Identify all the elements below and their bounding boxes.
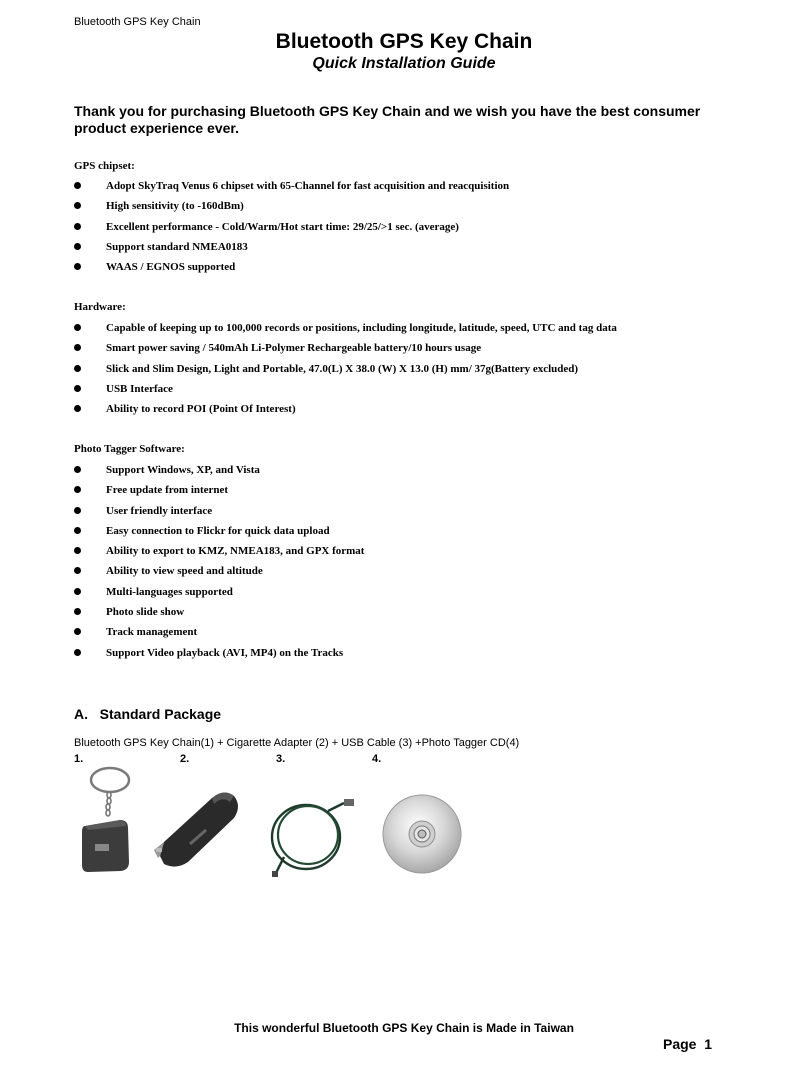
cigarette-adapter-icon bbox=[150, 784, 250, 874]
keychain-gps-icon bbox=[76, 764, 136, 874]
cd-icon bbox=[381, 793, 463, 875]
bullet-icon bbox=[74, 243, 81, 250]
section-heading-gps-chipset: GPS chipset: bbox=[74, 160, 135, 172]
bullet-icon bbox=[74, 527, 81, 534]
page-subtitle: Quick Installation Guide bbox=[312, 55, 496, 72]
list-item: Support Windows, XP, and Vista bbox=[74, 463, 364, 483]
usb-cable-icon bbox=[266, 795, 358, 879]
list-item: Adopt SkyTraq Venus 6 chipset with 65-Channel for fast acquisition and reacquisition bbox=[74, 179, 509, 199]
bullet-icon bbox=[74, 202, 81, 209]
item-number-3: 3. bbox=[276, 753, 286, 765]
list-item: Smart power saving / 540mAh Li-Polymer Rechargeable battery/10 hours usage bbox=[74, 341, 617, 361]
list-item: Support Video playback (AVI, MP4) on the Tracks bbox=[74, 646, 364, 666]
list-item: High sensitivity (to -160dBm) bbox=[74, 199, 509, 219]
bullet-icon bbox=[74, 567, 81, 574]
gps-chipset-list bbox=[74, 179, 509, 280]
item-number-2: 2. bbox=[180, 753, 190, 765]
list-item: Ability to record POI (Point Of Interest) bbox=[74, 402, 617, 422]
bullet-icon bbox=[74, 628, 81, 635]
list-item: Support standard NMEA0183 bbox=[74, 240, 509, 260]
list-item: Excellent performance - Cold/Warm/Hot start time: 29/25/>1 sec. (average) bbox=[74, 220, 509, 240]
page-title: Bluetooth GPS Key Chain bbox=[275, 30, 533, 53]
bullet-icon bbox=[74, 263, 81, 270]
bullet-icon bbox=[74, 365, 81, 372]
bullet-icon bbox=[74, 324, 81, 331]
bullet-icon bbox=[74, 466, 81, 473]
bullet-icon bbox=[74, 405, 81, 412]
list-item: Capable of keeping up to 100,000 records or positions, including longitude, latitude, speed, UTC and tag data bbox=[74, 321, 617, 341]
bullet-icon bbox=[74, 588, 81, 595]
bullet-icon bbox=[74, 507, 81, 514]
page-number: Page 1 bbox=[663, 1036, 713, 1052]
list-item: USB Interface bbox=[74, 382, 617, 402]
hardware-list bbox=[74, 321, 617, 422]
item-number-4: 4. bbox=[372, 753, 382, 765]
bullet-icon bbox=[74, 385, 81, 392]
standard-package-heading: A. Standard Package bbox=[74, 706, 222, 722]
list-item: Photo slide show bbox=[74, 605, 364, 625]
bullet-icon bbox=[74, 486, 81, 493]
list-item: Ability to view speed and altitude bbox=[74, 564, 364, 584]
section-heading-hardware: Hardware: bbox=[74, 301, 126, 313]
list-item: Easy connection to Flickr for quick data upload bbox=[74, 524, 364, 544]
list-item: Multi-languages supported bbox=[74, 585, 364, 605]
section-heading-photo-tagger: Photo Tagger Software: bbox=[74, 443, 185, 455]
bullet-icon bbox=[74, 223, 81, 230]
intro-text: Thank you for purchasing Bluetooth GPS Key Chain and we wish you have the best consumer product experience ever. bbox=[74, 103, 701, 136]
package-contents-line: Bluetooth GPS Key Chain(1) + Cigarette Adapter (2) + USB Cable (3) +Photo Tagger CD(4) bbox=[74, 737, 520, 749]
photo-tagger-list bbox=[74, 463, 364, 666]
bullet-icon bbox=[74, 344, 81, 351]
list-item: User friendly interface bbox=[74, 504, 364, 524]
bullet-icon bbox=[74, 608, 81, 615]
list-item: WAAS / EGNOS supported bbox=[74, 260, 509, 280]
running-header: Bluetooth GPS Key Chain bbox=[74, 16, 201, 28]
item-number-1: 1. bbox=[74, 753, 84, 765]
bullet-icon bbox=[74, 182, 81, 189]
bullet-icon bbox=[74, 649, 81, 656]
footer-text: This wonderful Bluetooth GPS Key Chain is Made in Taiwan bbox=[234, 1021, 574, 1035]
list-item: Free update from internet bbox=[74, 483, 364, 503]
list-item: Ability to export to KMZ, NMEA183, and GPX format bbox=[74, 544, 364, 564]
list-item: Track management bbox=[74, 625, 364, 645]
list-item: Slick and Slim Design, Light and Portable, 47.0(L) X 38.0 (W) X 13.0 (H) mm/ 37g(Battery excluded) bbox=[74, 362, 617, 382]
bullet-icon bbox=[74, 547, 81, 554]
